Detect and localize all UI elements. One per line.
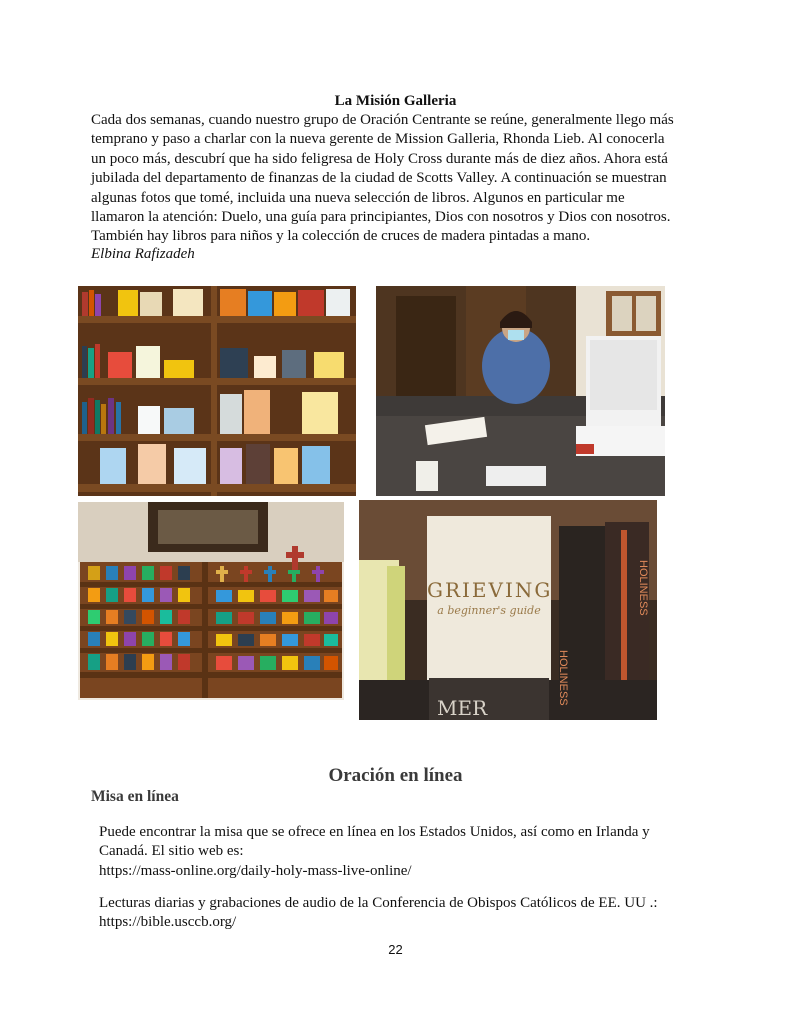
mass-paragraph <box>99 823 699 881</box>
article-line: jubilada del departamento de finanzas de la ciudad de Scotts Valley. A continuación se muestran <box>91 170 667 187</box>
readings-line: Lecturas diarias y grabaciones de audio de la Conferencia de Obispos Católicos de EE. UU .: <box>99 895 658 911</box>
section-subheading: Misa en línea <box>91 788 179 805</box>
spine-word: HOLINESS <box>557 650 569 706</box>
readings-paragraph <box>99 894 719 933</box>
book-subtitle: a beginner's guide <box>437 604 541 617</box>
article-body <box>91 111 706 247</box>
mass-url[interactable]: https://mass-online.org/daily-holy-mass-live-online/ <box>99 862 412 879</box>
readings-url[interactable]: https://bible.usccb.org/ <box>99 914 237 931</box>
article-title: La Misión Galleria <box>334 93 457 109</box>
desk-photo <box>376 286 665 496</box>
article-line: un poco más, descubrí que ha sido feligresa de Holy Cross durante más de diez años. Ahora está <box>91 150 668 167</box>
page-number: 22 <box>388 942 403 957</box>
article-line: Cada dos semanas, cuando nuestro grupo de Oración Centrante se reúne, generalmente llego más <box>91 112 674 128</box>
article-line: temprano y paso a charlar con la nueva gerente de Mission Galleria, Rhonda Lieb. Al conocerla <box>91 131 665 148</box>
bookshelf-photo <box>78 286 356 496</box>
mass-line: Canadá. El sitio web es: <box>99 843 244 860</box>
article-line: También hay libros para niños y la colección de cruces de madera pintadas a mano. <box>91 228 591 245</box>
article-line: llamaron la atención: Duelo, una guía para principiantes, Dios con nosotros y Dios con nosotros. <box>91 209 671 226</box>
article-line: algunas fotos que tomé, incluida una nueva selección de libros. Algunos en particular me <box>91 189 625 206</box>
crosses-photo <box>78 502 344 700</box>
grieving-book-photo <box>359 500 657 720</box>
mass-line: Puede encontrar la misa que se ofrece en línea en los Estados Unidos, así como en Irlanda y <box>99 824 650 840</box>
spine-word-2: HOLINESS <box>637 560 649 616</box>
book-title: GRIEVING <box>427 578 553 602</box>
section-heading: Oración en línea <box>328 765 463 786</box>
article-author: Elbina Rafizadeh <box>91 246 195 262</box>
bottom-book-title: MER <box>437 696 488 720</box>
